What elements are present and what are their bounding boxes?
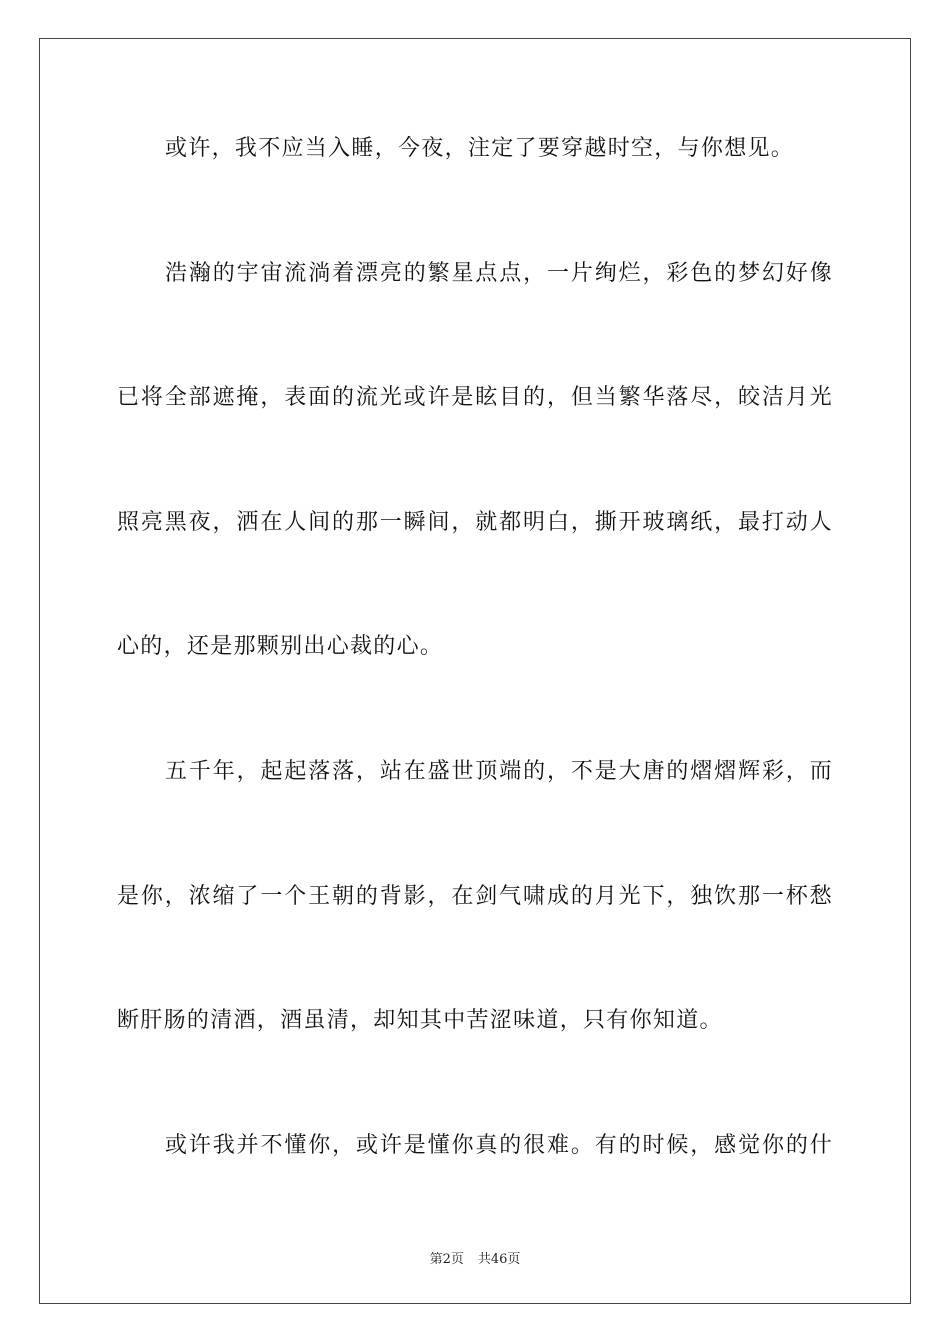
paragraph-line: 浩瀚的宇宙流淌着漂亮的繁星点点，一片绚烂，彩色的梦幻好像 [165,260,833,286]
document-body [117,118,833,1239]
paragraph-line: 或许，我不应当入睡，今夜，注定了要穿越时空，与你想见。 [165,136,795,161]
paragraph-line: 已将全部遮掩，表面的流光或许是眩目的，但当繁华落尽，皎洁月光 [117,385,833,411]
page-footer [0,1248,950,1267]
paragraph-line: 或许我并不懂你，或许是懂你真的很难。有的时候，感觉你的什 [165,1132,833,1158]
paragraph-line: 心的，还是那颗别出心裁的心。 [117,634,444,660]
paragraph-line: 是你，浓缩了一个王朝的背影，在剑气啸成的月光下，独饮那一杯愁 [117,883,833,909]
page-number: 第2页 [429,1252,464,1267]
total-pages: 共46页 [477,1252,521,1267]
paragraph-line: 五千年，起起落落，站在盛世顶端的，不是大唐的熠熠辉彩，而 [165,758,833,784]
paragraph-line: 照亮黑夜，洒在人间的那一瞬间，就都明白，撕开玻璃纸，最打动人 [117,509,833,535]
paragraph-line: 断肝肠的清酒，酒虽清，却知其中苦涩味道，只有你知道。 [117,1008,723,1034]
